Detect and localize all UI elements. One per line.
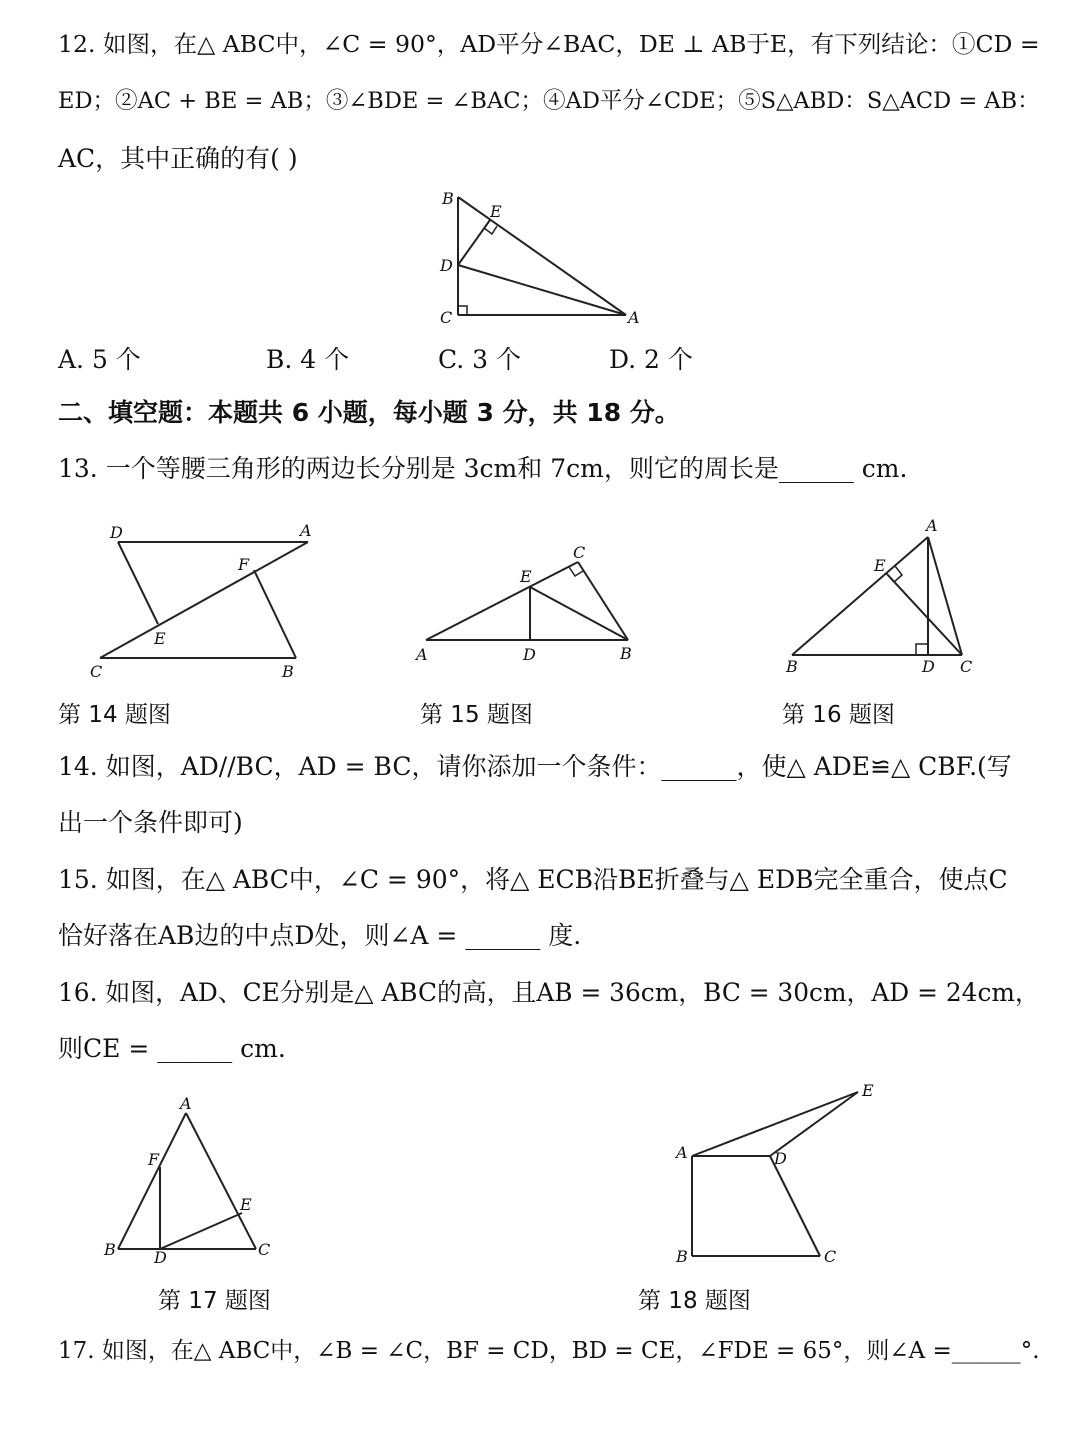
label-d: D: [154, 1248, 167, 1267]
label-b: B: [442, 189, 454, 208]
label-c: C: [258, 1240, 271, 1259]
segment-eb: [530, 587, 628, 640]
label-d: D: [440, 256, 453, 275]
option-d: D. 2 个: [609, 345, 693, 374]
label-f: F: [148, 1150, 160, 1169]
figure-q12: [430, 185, 660, 335]
segment-bf: [254, 570, 296, 658]
option-a: A. 5 个: [58, 345, 141, 374]
label-a: A: [676, 1143, 688, 1162]
label-d: D: [523, 645, 536, 664]
segment-ac: [186, 1113, 256, 1249]
label-e: E: [862, 1081, 874, 1100]
q14-line2: 出一个条件即可): [58, 808, 243, 837]
label-a: A: [180, 1094, 192, 1113]
label-c: C: [960, 657, 973, 676]
label-e: E: [490, 202, 502, 221]
segment-ae: [692, 1092, 858, 1156]
label-e: E: [154, 629, 166, 648]
q14-line1: 14. 如图，AD//BC，AD = BC，请你添加一个条件：______，使△ ADE≌△ CBF.(写: [58, 752, 1012, 781]
caption-fig17: 第 17 题图: [158, 1288, 271, 1314]
label-b: B: [620, 644, 632, 663]
figure-q15: [410, 540, 640, 670]
q16-line2: 则CE = ______ cm.: [58, 1034, 286, 1063]
q12-line3: AC，其中正确的有( ): [58, 144, 298, 173]
segment-ca: [100, 542, 308, 658]
segment-de: [160, 1213, 242, 1249]
label-c: C: [90, 662, 103, 681]
label-a: A: [416, 645, 428, 664]
label-b: B: [282, 662, 294, 681]
label-a: A: [628, 308, 640, 327]
segment-de: [458, 220, 490, 265]
right-angle-d: [916, 644, 928, 655]
segment-cb: [578, 562, 628, 640]
label-d: D: [110, 523, 123, 542]
label-e: E: [874, 556, 886, 575]
figure-q16: [780, 515, 990, 675]
label-b: B: [786, 657, 798, 676]
section-title-fill-in: 二、填空题：本题共 6 小题，每小题 3 分，共 18 分。: [58, 398, 680, 427]
caption-fig16: 第 16 题图: [782, 702, 895, 728]
label-d: D: [774, 1149, 787, 1168]
segment-ba: [118, 1113, 186, 1249]
caption-fig14: 第 14 题图: [58, 702, 171, 728]
label-c: C: [440, 308, 453, 327]
label-c: C: [824, 1247, 837, 1266]
label-d: D: [922, 657, 935, 676]
segment-ad: [458, 265, 626, 315]
q15-line2: 恰好落在AB边的中点D处，则∠A = ______ 度.: [58, 921, 582, 950]
label-e: E: [520, 567, 532, 586]
label-c: C: [573, 543, 586, 562]
option-b: B. 4 个: [266, 345, 350, 374]
caption-fig15: 第 15 题图: [420, 702, 533, 728]
q17: 17. 如图，在△ ABC中，∠B = ∠C，BF = CD，BD = CE，∠FDE = 65°，则∠A =______°.: [58, 1338, 1040, 1364]
option-c: C. 3 个: [438, 345, 521, 374]
label-f: F: [238, 555, 250, 574]
label-b: B: [676, 1247, 688, 1266]
figure-q18: [670, 1078, 890, 1273]
q16-line1: 16. 如图，AD、CE分别是△ ABC的高，且AB = 36cm，BC = 30cm，AD = 24cm，: [58, 978, 1040, 1007]
right-angle-e: [894, 566, 902, 582]
label-a: A: [926, 516, 938, 535]
segment-de: [770, 1092, 858, 1156]
figure-q14: [88, 520, 328, 680]
segment-dc: [770, 1156, 820, 1256]
label-a: A: [300, 521, 312, 540]
q13: 13. 一个等腰三角形的两边长分别是 3cm和 7cm，则它的周长是______ cm.: [58, 454, 908, 483]
q15-line1: 15. 如图，在△ ABC中，∠C = 90°，将△ ECB沿BE折叠与△ EDB完全重合，使点C: [58, 865, 1008, 894]
right-angle-c: [458, 306, 467, 315]
label-b: B: [104, 1240, 116, 1259]
caption-fig18: 第 18 题图: [638, 1288, 751, 1314]
q12-line2: ED；②AC + BE = AB；③∠BDE = ∠BAC；④AD平分∠CDE；⑤S△ABD：S△ACD = AB：: [58, 88, 1040, 114]
q12-line1: 12. 如图，在△ ABC中，∠C = 90°，AD平分∠BAC，DE ⊥ AB于E，有下列结论：①CD =: [58, 30, 1040, 58]
label-e: E: [240, 1195, 252, 1214]
figure-q17: [100, 1095, 290, 1270]
segment-ab: [458, 197, 626, 315]
segment-de: [118, 542, 158, 624]
